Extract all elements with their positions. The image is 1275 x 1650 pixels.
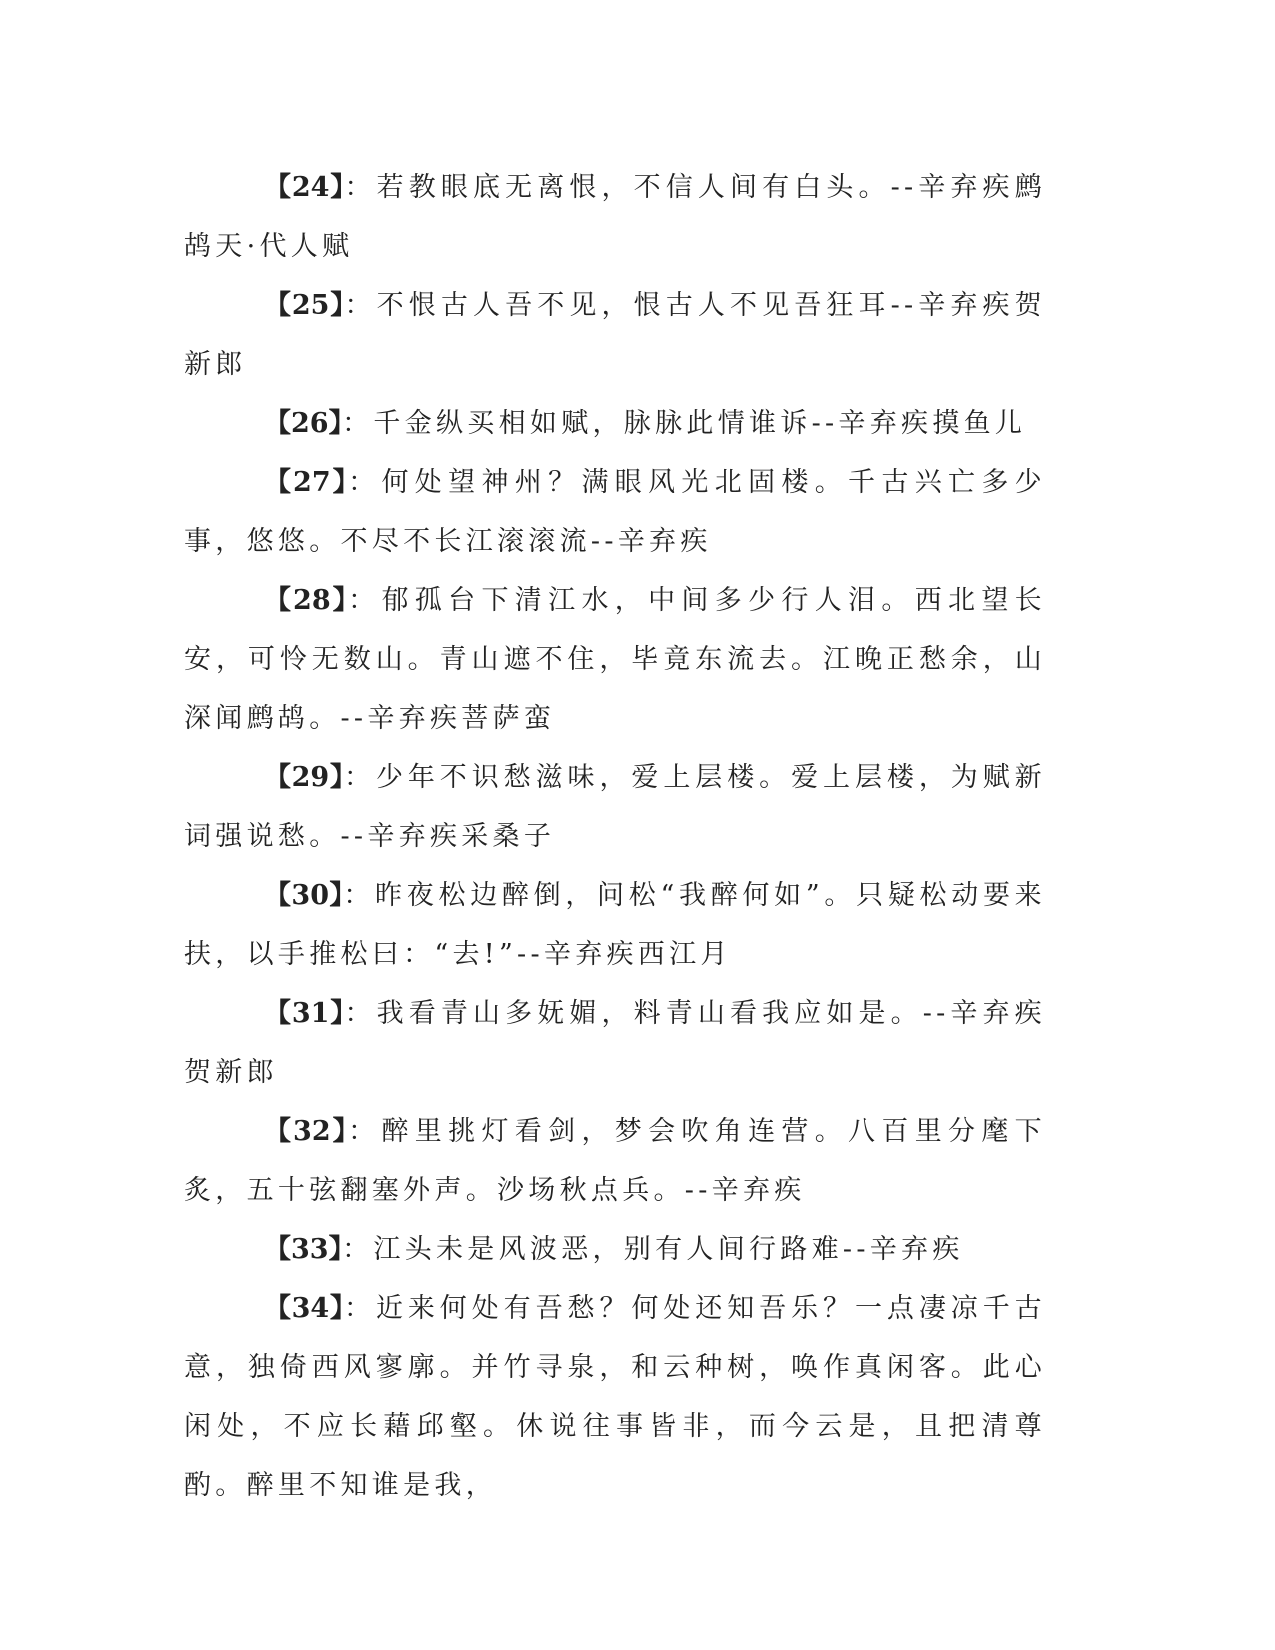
quote-entry-30 (184, 866, 1046, 984)
quote-entry-24 (184, 158, 1046, 276)
entry-number: 【34】 (264, 1293, 344, 1324)
quote-entry-27 (184, 453, 1046, 571)
entry-number: 【24】 (264, 172, 345, 203)
entry-text: 千金纵买相如赋，脉脉此情谁诉--辛弃疾摸鱼儿 (373, 408, 1027, 439)
entry-text: 醉里挑灯看剑，梦会吹角连营。八百里分麾下炙，五十弦翻塞外声。沙场秋点兵。--辛弃疾 (184, 1116, 1046, 1206)
entry-separator: ： (348, 1116, 382, 1147)
entry-number: 【27】 (264, 467, 349, 498)
entry-text: 近来何处有吾愁？何处还知吾乐？一点凄凉千古意，独倚西风寥廓。并竹寻泉，和云种树，唤作真闲客。此心闲处，不应长藉邱壑。休说往事皆非，而今云是，且把清尊酌。醉里不知谁是我， (184, 1293, 1046, 1501)
entry-number: 【26】 (264, 408, 343, 439)
entry-text: 江头未是风波恶，别有人间行路难--辛弃疾 (373, 1234, 964, 1265)
quote-entry-26 (184, 394, 1046, 453)
entry-separator: ： (344, 172, 377, 203)
quote-entry-29 (184, 748, 1046, 866)
entry-separator: ： (344, 998, 377, 1029)
entry-separator: ： (344, 762, 376, 793)
entry-text: 郁孤台下清江水，中间多少行人泪。西北望长安，可怜无数山。青山遮不住，毕竟东流去。江晚正愁余，山深闻鹧鸪。--辛弃疾菩萨蛮 (184, 585, 1046, 734)
entry-number: 【28】 (264, 585, 349, 616)
entry-number: 【29】 (264, 762, 344, 793)
entry-number: 【25】 (264, 290, 345, 321)
entry-separator: ： (348, 467, 382, 498)
entry-separator: ： (342, 1234, 374, 1265)
entry-text: 不恨古人吾不见，恨古人不见吾狂耳--辛弃疾贺新郎 (184, 290, 1046, 380)
quote-entry-25 (184, 276, 1046, 394)
entry-number: 【30】 (264, 880, 344, 911)
quote-entry-33 (184, 1220, 1046, 1279)
entry-separator: ： (342, 408, 374, 439)
entry-separator: ： (343, 880, 376, 911)
entry-separator: ： (344, 1293, 376, 1324)
entry-number: 【33】 (264, 1234, 343, 1265)
entry-number: 【32】 (264, 1116, 349, 1147)
entry-text: 何处望神州？满眼风光北固楼。千古兴亡多少事，悠悠。不尽不长江滚滚流--辛弃疾 (184, 467, 1046, 557)
entry-text: 少年不识愁滋味，爱上层楼。爱上层楼，为赋新词强说愁。--辛弃疾采桑子 (184, 762, 1046, 852)
quote-entry-34 (184, 1279, 1046, 1515)
entry-text: 我看青山多妩媚，料青山看我应如是。--辛弃疾贺新郎 (184, 998, 1046, 1088)
entry-number: 【31】 (264, 998, 345, 1029)
entry-separator: ： (344, 290, 377, 321)
quote-entry-31 (184, 984, 1046, 1102)
quote-list (184, 158, 1046, 1515)
quote-entry-28 (184, 571, 1046, 748)
quote-entry-32 (184, 1102, 1046, 1220)
entry-separator: ： (348, 585, 382, 616)
entry-text: 若教眼底无离恨，不信人间有白头。--辛弃疾鹧鸪天·代人赋 (184, 172, 1046, 262)
entry-text: 昨夜松边醉倒，问松“我醉何如”。只疑松动要来扶，以手推松曰：“去!”--辛弃疾西江月 (184, 880, 1046, 970)
